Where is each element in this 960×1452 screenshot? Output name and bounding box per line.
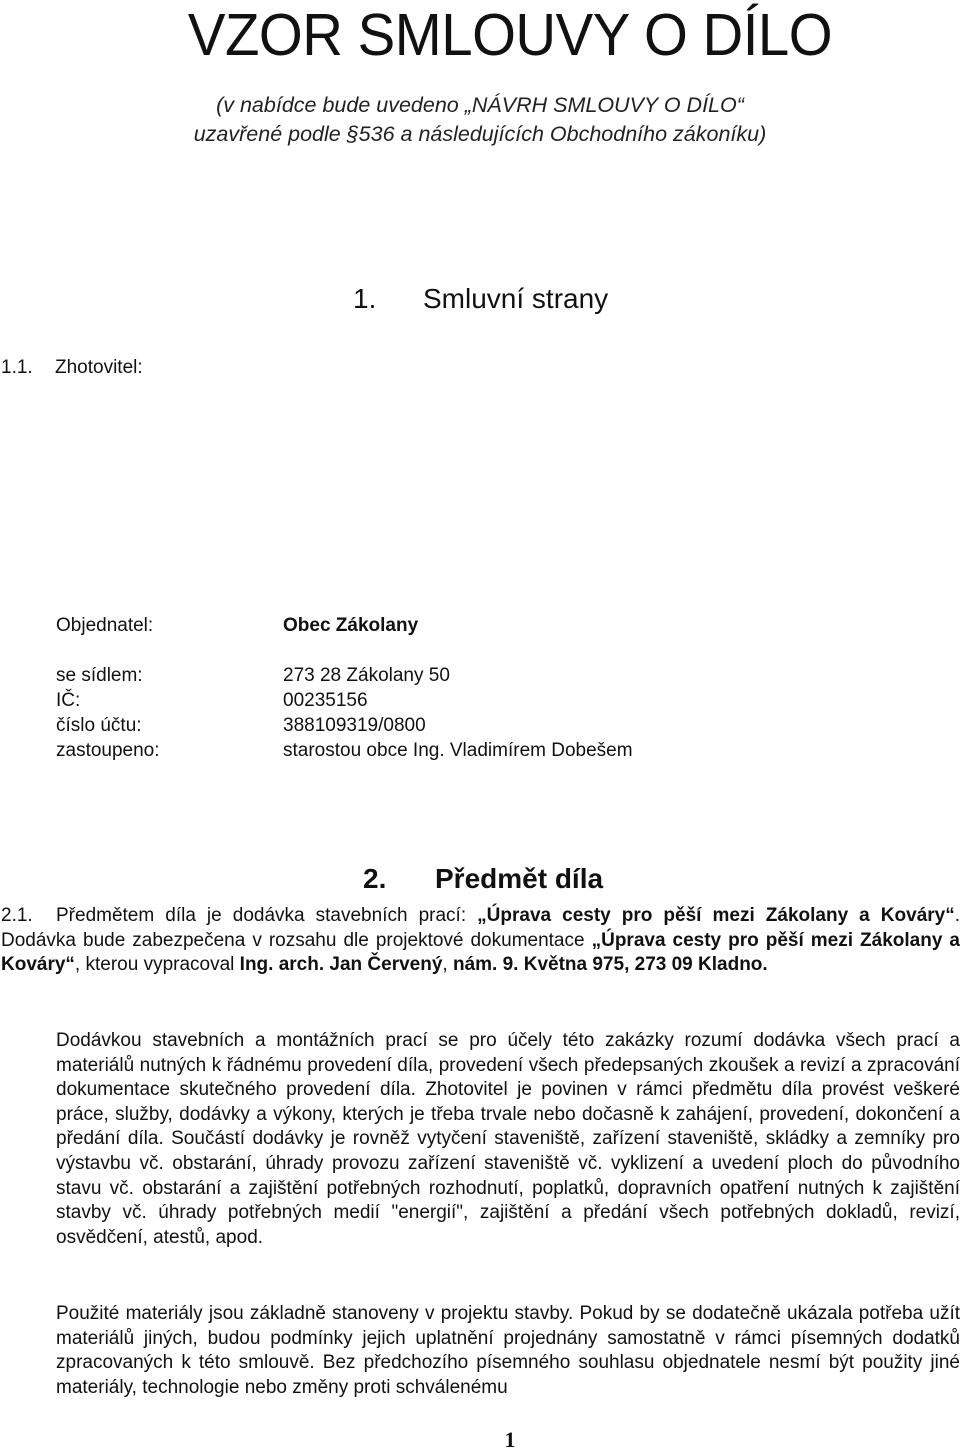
subsection-1-1-number: 1.1. bbox=[1, 357, 33, 378]
section-2-number: 2. bbox=[363, 863, 387, 894]
p21-bold-2: „Úprava cesty pro pěší mezi Zákolany a Kováry“ bbox=[1, 929, 960, 976]
sidlo-label: se sídlem: bbox=[56, 665, 143, 686]
section-2-heading bbox=[363, 862, 604, 896]
p21-bold-4: nám. 9. Května 975, 273 09 Kladno. bbox=[452, 954, 768, 976]
subsection-1-1-heading bbox=[1, 355, 143, 380]
objednatel-label: Objednatel: bbox=[56, 615, 154, 636]
zastoupeno-value: starostou obce Ing. Vladimírem Dobešem bbox=[283, 740, 633, 761]
subtitle-line-1: (v nabídce bude uvedeno „NÁVRH SMLOUVY O DÍLO“ bbox=[216, 93, 744, 117]
subtitle-line-2: uzavřené podle §536 a následujících Obchodního zákoníku) bbox=[193, 122, 767, 146]
ucet-label: číslo účtu: bbox=[56, 715, 142, 736]
section-1-heading bbox=[353, 282, 609, 316]
section-1-title: Smluvní strany bbox=[423, 283, 609, 314]
p21-text-4: , bbox=[442, 954, 453, 976]
zastoupeno-label: zastoupeno: bbox=[56, 740, 160, 761]
subsection-1-1-label: Zhotovitel: bbox=[55, 357, 143, 378]
p21-text-3: , kterou vypracoval bbox=[74, 954, 240, 976]
section-1-number: 1. bbox=[353, 283, 377, 314]
p21-bold-3: Ing. arch. Jan Červený bbox=[239, 954, 443, 976]
ucet-value: 388109319/0800 bbox=[283, 715, 426, 736]
paragraph-2-1-number: 2.1. bbox=[1, 905, 33, 926]
section-2-title: Předmět díla bbox=[435, 863, 604, 894]
paragraph-dodavka: Dodávkou stavebních a montážních prací se pro účely této zakázky rozumí dodávka všech prací a materiálů nutných k řádnému provedení díla, provedení všech předepsaných zkoušek a revizí a zpracování dokumentace skutečného provedení díla. Zhotovitel je povinen v rámci předmětu díla provést veškeré práce, služby, dodávky a výkony, kterých je třeba trvale nebo dočasně k zahájení, provedení, dokončení a předání díla. Součástí dodávky je rovněž vytyčení staveniště, zařízení staveniště, skládky a zemníky pro výstavbu vč. obstarání, úhrady provozu zařízení staveniště vč. vyklizení a uvedení ploch do původního stavu vč. obstarání a zajištění potřebných rozhodnutí, poplatků, dopravních opatření nutných k zajištění stavby vč. úhrady potřebných medií "energií", zajištění a předání všech potřebných dokladů, revizí, osvědčení, atestů, apod. bbox=[56, 1030, 960, 1248]
sidlo-value: 273 28 Zákolany 50 bbox=[283, 665, 450, 686]
page-number: 1 bbox=[504, 1427, 516, 1452]
document-title: VZOR SMLOUVY O DÍLO bbox=[187, 2, 833, 68]
paragraph-2-1 bbox=[1, 904, 960, 978]
ic-value: 00235156 bbox=[283, 690, 368, 711]
p21-text-2: . Dodávka bude zabezpečena v rozsahu dle projektové dokumentace bbox=[1, 905, 960, 951]
paragraph-materialy: Použité materiály jsou základně stanoveny v projektu stavby. Pokud by se dodatečně ukázala potřeba užít materiálů jiných, budou podmínky jejich uplatnění projednány samostatně v rámci písemných dodatků zpracovaných k této smlouvě. Bez předchozího písemného souhlasu objednatele nesmí být použity jiné materiály, technologie nebo změny proti schválenému bbox=[56, 1303, 960, 1398]
p21-text-1: Předmětem díla je dodávka stavebních prací: bbox=[56, 905, 478, 926]
p21-bold-1: „Úprava cesty pro pěší mezi Zákolany a Kováry“ bbox=[477, 905, 955, 926]
objednatel-name: Obec Zákolany bbox=[283, 615, 419, 636]
ic-label: IČ: bbox=[56, 690, 81, 711]
